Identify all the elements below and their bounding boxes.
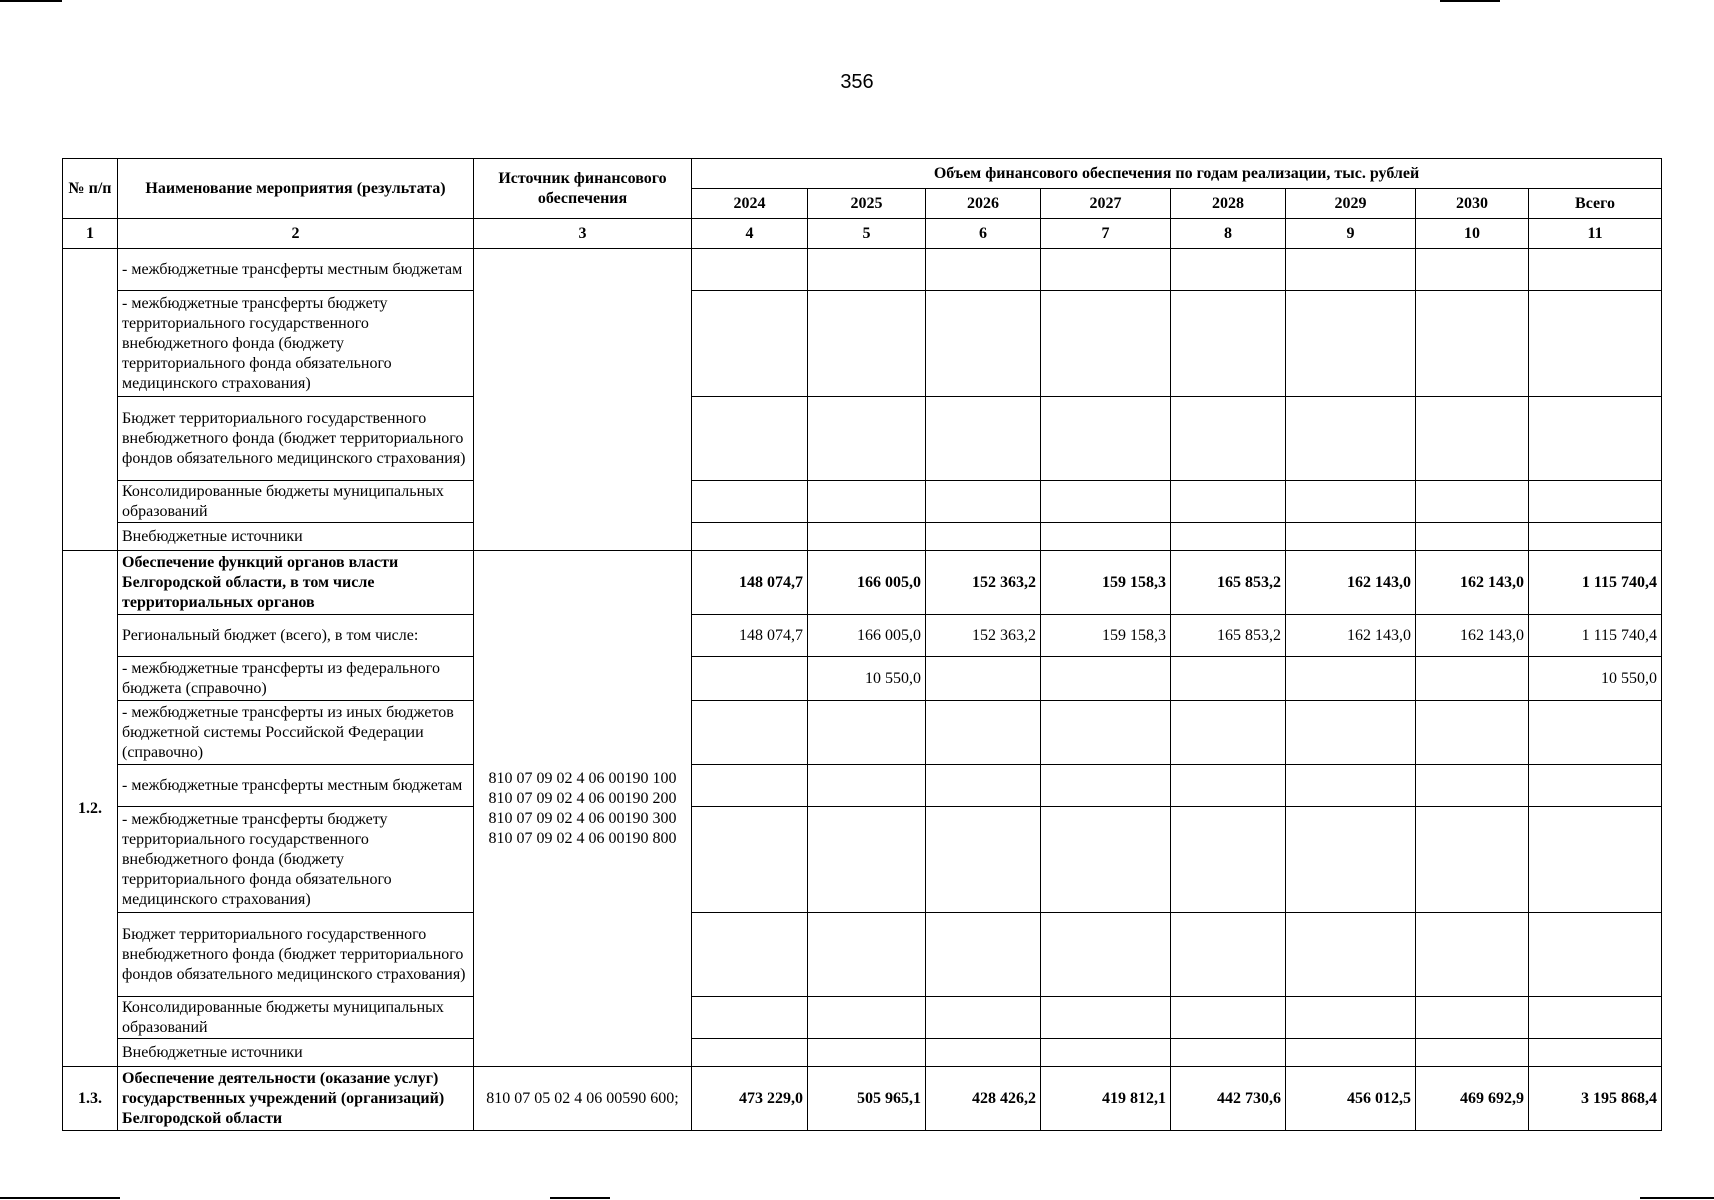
value-cell: 165 853,2 — [1171, 615, 1286, 657]
value-cell: 162 143,0 — [1286, 551, 1416, 615]
value-cell — [1171, 657, 1286, 701]
column-number: 8 — [1171, 219, 1286, 249]
table-row — [63, 397, 1662, 481]
column-number: 10 — [1416, 219, 1529, 249]
row-name: - межбюджетные трансферты бюджету территориального государственного внебюджетного фонда (бюджету территориального фонда обязательного медицинского страхования) — [118, 291, 474, 397]
value-cell: 456 012,5 — [1286, 1067, 1416, 1131]
scan-edge-top-left — [0, 0, 62, 2]
table-row — [63, 615, 1662, 657]
value-cell: 148 074,7 — [692, 551, 808, 615]
header-total: Всего — [1529, 189, 1662, 219]
column-number: 1 — [63, 219, 118, 249]
value-cell: 152 363,2 — [926, 551, 1041, 615]
value-cell — [692, 657, 808, 701]
table-row — [63, 765, 1662, 807]
value-cell: 162 143,0 — [1416, 615, 1529, 657]
value-cell: 165 853,2 — [1171, 551, 1286, 615]
column-number: 3 — [474, 219, 692, 249]
table-row — [63, 913, 1662, 997]
row-source — [474, 249, 692, 551]
header-year: 2026 — [926, 189, 1041, 219]
value-cell: 505 965,1 — [808, 1067, 926, 1131]
row-name: Бюджет территориального государственного внебюджетного фонда (бюджет территориального фондов обязательного медицинского страхования) — [118, 397, 474, 481]
header-name: Наименование мероприятия (результата) — [118, 159, 474, 219]
row-name: Региональный бюджет (всего), в том числе: — [118, 615, 474, 657]
value-cell-total: 1 115 740,4 — [1529, 551, 1662, 615]
row-name: Обеспечение деятельности (оказание услуг) государственных учреждений (организаций) Белгородской области — [118, 1067, 474, 1131]
header-year: 2030 — [1416, 189, 1529, 219]
column-number: 6 — [926, 219, 1041, 249]
row-name: - межбюджетные трансферты из иных бюджетов бюджетной системы Российской Федерации (справочно) — [118, 701, 474, 765]
header-year: 2024 — [692, 189, 808, 219]
value-cell: 469 692,9 — [1416, 1067, 1529, 1131]
scan-edge-bottom-left — [0, 1197, 120, 1199]
row-source: 810 07 05 02 4 06 00590 600; — [474, 1067, 692, 1131]
header-source: Источник финансового обеспечения — [474, 159, 692, 219]
table-row — [63, 807, 1662, 913]
row-name: - межбюджетные трансферты местным бюджетам — [118, 249, 474, 291]
scan-edge-bottom-right — [1640, 1197, 1714, 1199]
table-row — [63, 551, 1662, 615]
row-name: Внебюджетные источники — [118, 523, 474, 551]
value-cell: 166 005,0 — [808, 615, 926, 657]
row-name: - межбюджетные трансферты бюджету территориального государственного внебюджетного фонда (бюджету территориального фонда обязательного медицинского страхования) — [118, 807, 474, 913]
column-number: 11 — [1529, 219, 1662, 249]
row-number — [63, 249, 118, 551]
column-number: 5 — [808, 219, 926, 249]
page-number: 356 — [840, 71, 874, 93]
value-cell: 10 550,0 — [808, 657, 926, 701]
value-cell: 159 158,3 — [1041, 615, 1171, 657]
row-source — [474, 551, 692, 1067]
value-cell: 166 005,0 — [808, 551, 926, 615]
table-row — [63, 523, 1662, 551]
row-name: - межбюджетные трансферты местным бюджетам — [118, 765, 474, 807]
value-cell-total: 10 550,0 — [1529, 657, 1662, 701]
table-row — [63, 249, 1662, 291]
table-row — [63, 657, 1662, 701]
table-row — [63, 997, 1662, 1039]
value-cell — [1416, 657, 1529, 701]
value-cell: 162 143,0 — [1416, 551, 1529, 615]
scan-edge-bottom-mid — [550, 1197, 610, 1199]
column-number: 9 — [1286, 219, 1416, 249]
value-cell — [1041, 657, 1171, 701]
header-year: 2029 — [1286, 189, 1416, 219]
value-cell-total: 3 195 868,4 — [1529, 1067, 1662, 1131]
row-name: Консолидированные бюджеты муниципальных образований — [118, 481, 474, 523]
table-row — [63, 1039, 1662, 1067]
column-number: 7 — [1041, 219, 1171, 249]
value-cell — [1286, 657, 1416, 701]
financing-table — [62, 158, 1662, 1131]
value-cell: 473 229,0 — [692, 1067, 808, 1131]
header-year: 2027 — [1041, 189, 1171, 219]
header-year: 2025 — [808, 189, 926, 219]
value-cell: 152 363,2 — [926, 615, 1041, 657]
row-number: 1.2. — [63, 551, 118, 1067]
value-cell: 442 730,6 — [1171, 1067, 1286, 1131]
value-cell: 428 426,2 — [926, 1067, 1041, 1131]
row-name: Обеспечение функций органов власти Белгородской области, в том числе территориальных органов — [118, 551, 474, 615]
header-num: № п/п — [63, 159, 118, 219]
value-cell-total: 1 115 740,4 — [1529, 615, 1662, 657]
header-year: 2028 — [1171, 189, 1286, 219]
value-cell — [926, 657, 1041, 701]
source-codes: 810 07 09 02 4 06 00190 100 810 07 09 02 4 06 00190 200 810 07 09 02 4 06 00190 300 810 07 09 02 4 06 00190 800 — [488, 769, 677, 847]
value-cell: 148 074,7 — [692, 615, 808, 657]
column-number: 4 — [692, 219, 808, 249]
table-row — [63, 701, 1662, 765]
scan-edge-top-right — [1440, 0, 1500, 2]
table-row — [63, 481, 1662, 523]
value-cell: 419 812,1 — [1041, 1067, 1171, 1131]
column-number: 2 — [118, 219, 474, 249]
row-name: Бюджет территориального государственного внебюджетного фонда (бюджет территориального фондов обязательного медицинского страхования) — [118, 913, 474, 997]
row-name: Внебюджетные источники — [118, 1039, 474, 1067]
row-name: - межбюджетные трансферты из федерального бюджета (справочно) — [118, 657, 474, 701]
table-row — [63, 291, 1662, 397]
row-name: Консолидированные бюджеты муниципальных образований — [118, 997, 474, 1039]
row-number: 1.3. — [63, 1067, 118, 1131]
value-cell: 159 158,3 — [1041, 551, 1171, 615]
table-row — [63, 1067, 1662, 1131]
header-volume: Объем финансового обеспечения по годам реализации, тыс. рублей — [692, 159, 1662, 189]
value-cell: 162 143,0 — [1286, 615, 1416, 657]
